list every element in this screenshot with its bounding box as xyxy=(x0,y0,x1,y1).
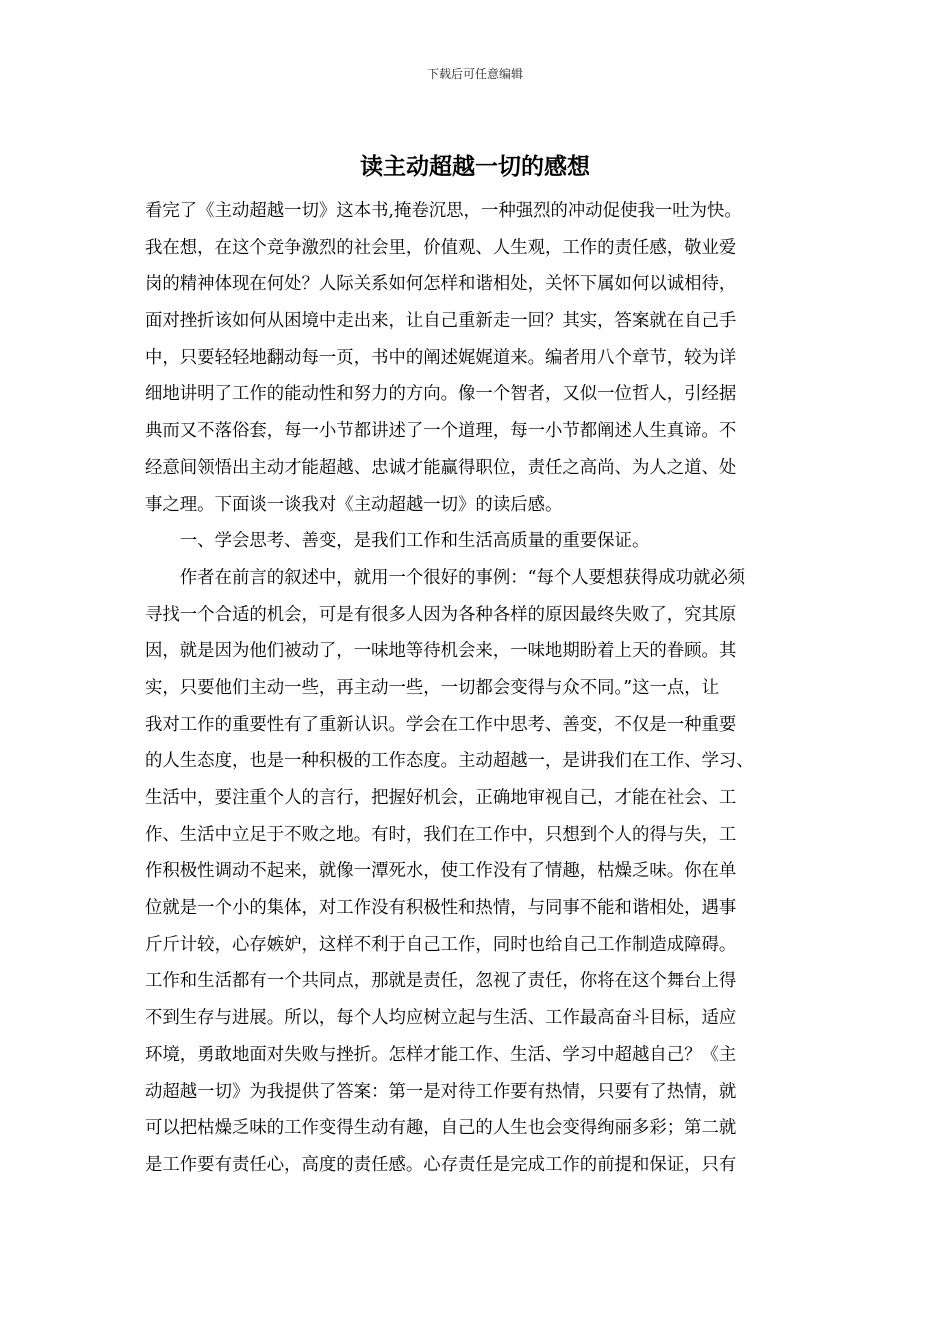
body-text-line: 环境，勇敢地面对失败与挫折。怎样才能工作、生活、学习中超越自己？《主 xyxy=(145,1044,737,1065)
body-text-line: 的人生态度，也是一种积极的工作态度。主动超越一，是讲我们在工作、学习、 xyxy=(145,751,754,772)
document-title: 读主动超越一切的感想 xyxy=(360,153,590,180)
body-text-line: 作积极性调动不起来，就像一潭死水，使工作没有了情趣，枯燥乏味。你在单 xyxy=(145,861,737,882)
body-text-line: 我对工作的重要性有了重新认识。学会在工作中思考、善变，不仅是一种重要 xyxy=(145,714,737,735)
page-header: 下载后可任意编辑 xyxy=(426,67,523,81)
body-text-line: 看完了《主动超越一切》这本书,掩卷沉思，一种强烈的冲动促使我一吐为快。 xyxy=(145,201,742,221)
body-text-line: 工作和生活都有一个共同点，那就是责任，忽视了责任，你将在这个舞台上得 xyxy=(145,971,737,992)
body-text-line: 斤斤计较，心存嫉妒，这样不利于自己工作，同时也给自己工作制造成障碍。 xyxy=(145,934,737,955)
body-text-line: 细地讲明了工作的能动性和努力的方向。像一个智者，又似一位哲人，引经据 xyxy=(145,384,737,405)
body-text-line: 一、学会思考、善变，是我们工作和生活高质量的重要保证。 xyxy=(145,531,650,552)
body-text-line: 位就是一个小的集体，对工作没有积极性和热情，与同事不能和谐相处，遇事 xyxy=(145,898,737,919)
body-text-line: 不到生存与进展。所以，每个人均应树立起与生活、工作最高奋斗目标，适应 xyxy=(145,1008,737,1029)
body-text-line: 作、生活中立足于不败之地。有时，我们在工作中，只想到个人的得与失，工 xyxy=(145,824,737,845)
body-text-line: 寻找一个合适的机会，可是有很多人因为各种各样的原因最终失败了，究其原 xyxy=(145,604,737,625)
body-text-line: 生活中，要注重个人的言行，把握好机会，正确地审视自己，才能在社会、工 xyxy=(145,788,737,808)
body-text-line: 岗的精神体现在何处？人际关系如何怎样和谐相处，关怀下属如何以诚相待， xyxy=(145,274,737,295)
body-text-line: 实，只要他们主动一些，再主动一些，一切都会变得与众不同。”这一点，让 xyxy=(145,677,720,698)
body-text-line: 动超越一切》为我提供了答案：第一是对待工作要有热情，只要有了热情，就 xyxy=(145,1081,737,1102)
body-text-line: 我在想，在这个竞争激烈的社会里，价值观、人生观，工作的责任感，敬业爱 xyxy=(145,237,737,258)
body-text-line: 是工作要有责任心，高度的责任感。心存责任是完成工作的前提和保证，只有 xyxy=(145,1154,737,1175)
body-text-line: 典而又不落俗套，每一小节都讲述了一个道理，每一小节都阐述人生真谛。不 xyxy=(145,421,737,442)
body-text-line: 经意间领悟出主动才能超越、忠诚才能赢得职位，责任之高尚、为人之道、处 xyxy=(145,457,737,478)
body-text-line: 中，只要轻轻地翻动每一页，书中的阐述娓娓道来。编者用八个章节，较为详 xyxy=(145,347,737,368)
body-text-line: 事之理。下面谈一谈我对《主动超越一切》的读后感。 xyxy=(145,494,563,515)
body-text-line: 作者在前言的叙述中，就用一个很好的事例：“每个人要想获得成功就必须 xyxy=(145,567,746,588)
document-body xyxy=(145,193,825,1184)
body-text-line: 因，就是因为他们被动了，一味地等待机会来，一味地期盼着上天的眷顾。其 xyxy=(145,641,737,662)
body-text-line: 可以把枯燥乏味的工作变得生动有趣，自己的人生也会变得绚丽多彩；第二就 xyxy=(145,1118,737,1139)
body-text-line: 面对挫折该如何从困境中走出来，让自己重新走一回？其实，答案就在自己手 xyxy=(145,311,737,332)
